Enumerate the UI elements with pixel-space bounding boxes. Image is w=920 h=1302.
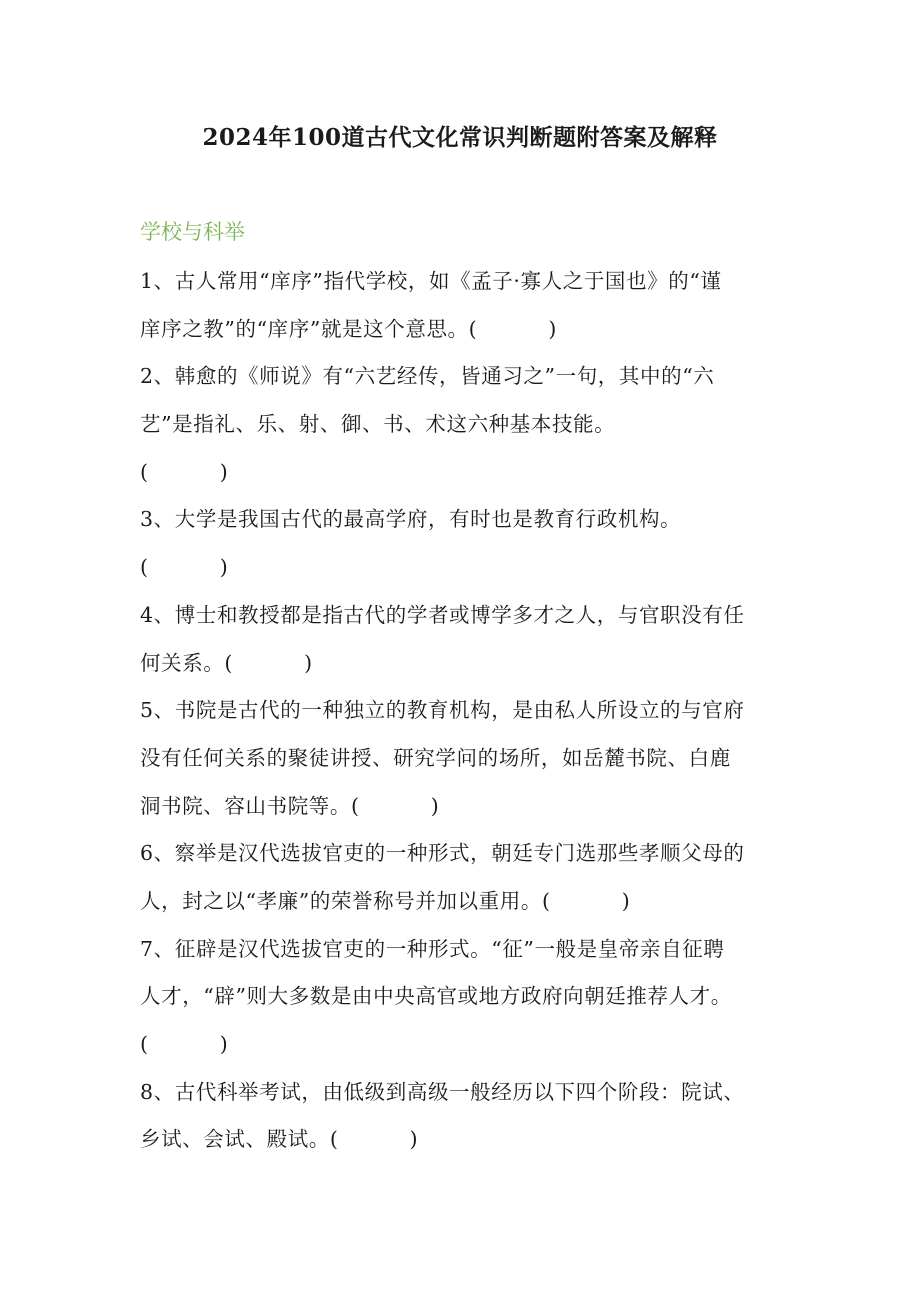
question-1-line-1: 1、古人常用“庠序”指代学校，如《孟子·寡人之于国也》的“谨 (140, 269, 722, 293)
question-6-line-1: 6、察举是汉代选拔官吏的一种形式，朝廷专门选那些孝顺父母的 (140, 841, 745, 866)
question-5-line-1: 5、书院是古代的一种独立的教育机构，是由私人所设立的与官府 (140, 698, 745, 723)
question-3-line-1: 3、大学是我国古代的最高学府，有时也是教育行政机构。 (140, 507, 682, 532)
question-5-line-2: 没有任何关系的聚徒讲授、研究学问的场所，如岳麓书院、白鹿 (140, 745, 731, 770)
question-7-answer-blank: ( ) (140, 1032, 229, 1056)
question-5-line-3: 洞书院、容山书院等。( ) (140, 793, 440, 818)
question-1-line-2: 庠序之教”的“庠序”就是这个意思。( ) (140, 316, 557, 341)
question-4-line-2: 何关系。( ) (140, 650, 313, 675)
question-7-line-2: 人才，“辟”则大多数是由中央高官或地方政府向朝廷推荐人才。 (140, 984, 732, 1009)
question-2-answer-blank: ( ) (140, 459, 229, 484)
section-heading: 学校与科举 (140, 220, 245, 244)
question-3-answer-blank: ( ) (140, 555, 229, 580)
question-8-line-2: 乡试、会试、殿试。( ) (140, 1127, 419, 1152)
question-2-line-1: 2、韩愈的《师说》有“六艺经传，皆通习之”一句，其中的“六 (140, 364, 715, 389)
document-title: 2024年100道古代文化常识判断题附答案及解释 (202, 124, 718, 151)
question-2-line-2: 艺”是指礼、乐、射、御、书、术这六种基本技能。 (140, 412, 616, 437)
question-4-line-1: 4、博士和教授都是指古代的学者或博学多才之人，与官职没有任 (140, 602, 745, 627)
question-list (140, 258, 800, 1164)
question-7-line-1: 7、征辟是汉代选拔官吏的一种形式。“征”一般是皇帝亲自征聘 (140, 936, 725, 961)
question-8-line-1: 8、古代科举考试，由低级到高级一般经历以下四个阶段：院试、 (140, 1079, 745, 1104)
question-6-line-2: 人，封之以“孝廉”的荣誉称号并加以重用。( ) (140, 888, 631, 913)
